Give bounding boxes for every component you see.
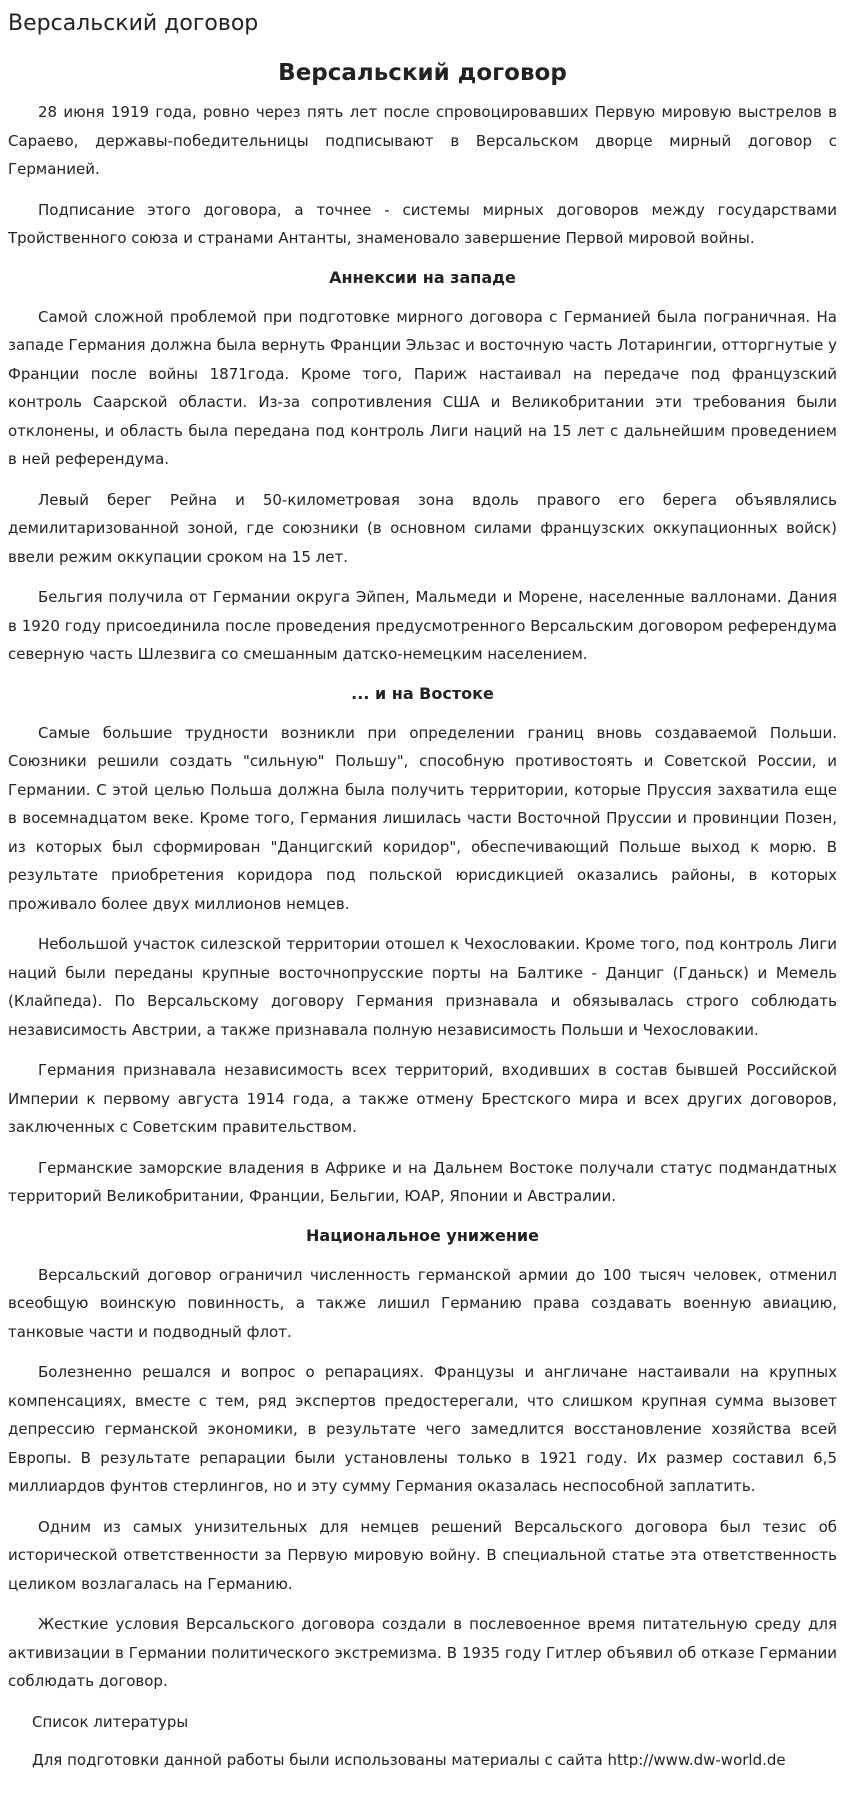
article-heading: Версальский договор (278, 60, 567, 86)
section-east-paragraph-3: Германия признавала независимость всех территорий, входивших в состав бывшей Российской Империи к первому августа 1914 года, а также отмену Брестского мира и всех других договоров, заключенных с Советским правительством. (8, 1061, 837, 1136)
section-humiliation-paragraph-1: Версальский договор ограничил численность германской армии до 100 тысяч человек, отменил всеобщую воинскую повинность, а также лишил Германию права создавать военную авиацию, танковые части и подводный флот. (8, 1265, 837, 1341)
section-east-paragraph-2: Небольшой участок силезской территории отошел к Чехословакии. Кроме того, под контроль Лиги наций были переданы крупные восточнопрусские порты на Балтике - Данциг (Гданьск) и Мемель (Клайпеда). По Версальскому договору Германия признавала и обязывалась строго соблюдать независимость Австрии, а также признавала полную независимость Польши и Чехословакии. (8, 935, 837, 1039)
section-west-paragraph-3: Бельгия получила от Германии округа Эйпен, Мальмеди и Морене, населенные валлонами. Дания в 1920 году присоединила после проведения предусмотренного Версальским договором референдума северную часть Шлезвига со смешанным датско-немецким населением. (8, 588, 837, 663)
section-humiliation-paragraph-4: Жесткие условия Версальского договора создали в послевоенное время питательную среду для активизации в Германии политического экстремизма. В 1935 году Гитлер объявил об отказе Германии соблюдать договор. (8, 1615, 837, 1690)
section-east-paragraph-1: Самые большие трудности возникли при определении границ вновь создаваемой Польши. Союзники решили создать "сильную" Польшу", способную противостоять и Советской России, и Германии. С этой целью Польша должна была получить территории, которые Пруссия захватила еще в восемнадцатом веке. Кроме того, Германия лишилась части Восточной Пруссии и провинции Позен, из которых был сформирован "Данцигский коридор", обеспечивающий Польше выход к морю. В результате приобретения коридора под польской юрисдикцией оказались районы, в которых проживало более двух миллионов немцев. (8, 723, 837, 913)
section-heading-east: ... и на Востоке (351, 683, 494, 703)
intro-paragraph-2: Подписание этого договора, а точнее - системы мирных договоров между государствами Тройственного союза и странами Антанты, знаменовало завершение Первой мировой войны. (8, 200, 837, 247)
section-humiliation-paragraph-2: Болезненно решался и вопрос о репарациях. Французы и англичане настаивали на крупных компенсациях, вместе с тем, ряд экспертов предостерегали, что слишком крупная сумма вызовет депрессию германской экономики, в результате чего замедлится восстановление хозяйства всей Европы. В результате репарации были установлены только в 1921 году. Их размер составил 6,5 миллиардов фунтов стерлингов, но и эту сумму Германия оказалась неспособной заплатить. (8, 1363, 837, 1495)
references-label: Список литературы (32, 1712, 189, 1731)
section-humiliation-paragraph-3: Одним из самых унизительных для немцев решений Версальского договора был тезис об исторической ответственности за Первую мировую войну. В специальной статье эта ответственность целиком возлагалась на Германию. (8, 1517, 837, 1593)
references-text: Для подготовки данной работы были использованы материалы с сайта http://www.dw-world.de (32, 1750, 786, 1769)
section-west-paragraph-1: Самой сложной проблемой при подготовке мирного договора с Германией была пограничная. На западе Германия должна была вернуть Франции Эльзас и восточную часть Лотарингии, отторгнутые у Франции после войны 1871года. Кроме того, Париж настаивал на передаче под французский контроль Саарской области. Из-за сопротивления США и Великобритании эти требования были отклонены, и область была передана под контроль Лиги наций на 15 лет с дальнейшим проведением в ней референдума. (8, 307, 837, 468)
intro-paragraph-1: 28 июня 1919 года, ровно через пять лет после спровоцировавших Первую мировую выстрелов в Сараево, державы-победительницы подписывают в Версальском дворце мирный договор с Германией. (8, 103, 837, 178)
document-title: Версальский договор (8, 11, 259, 36)
section-heading-west: Аннексии на западе (329, 267, 516, 287)
section-east-paragraph-4: Германские заморские владения в Африке и на Дальнем Востоке получали статус подмандатных территорий Великобритании, Франции, Бельгии, ЮАР, Японии и Австралии. (8, 1158, 837, 1205)
section-west-paragraph-2: Левый берег Рейна и 50-километровая зона вдоль правого его берега объявлялись демилитаризованной зоной, где союзники (в основном силами французских оккупационных войск) ввели режим оккупации сроком на 15 лет. (8, 490, 837, 566)
section-heading-humiliation: Национальное унижение (306, 1225, 539, 1245)
